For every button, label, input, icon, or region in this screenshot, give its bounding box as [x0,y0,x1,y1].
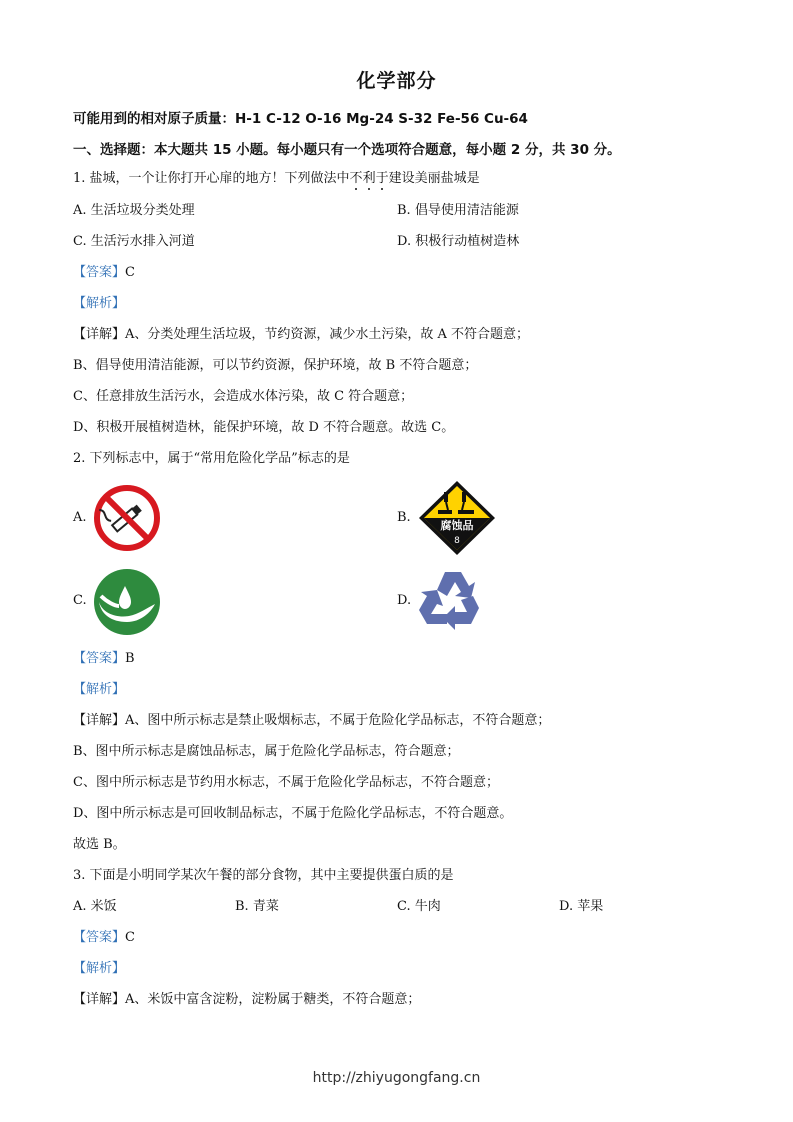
q3-stem: 3. 下面是小明同学某次午餐的部分食物，其中主要提供蛋白质的是 [73,868,454,883]
atomic-mass-line: 可能用到的相对原子质量：H-1 C-12 O-16 Mg-24 S-32 Fe-56 Cu-64 [73,111,528,127]
answer-tag: 【答案】 [73,930,126,945]
detail-tag: 【详解】 [73,327,126,342]
q1-stem [73,170,480,188]
q3-option-b: B. 青菜 [235,899,279,914]
q2-detail-line: 故选 B。 [73,837,126,852]
q1-stem-before: 1. 盐城，一个让你打开心扉的地方！下列做法中 [73,171,350,186]
q3-answer [73,929,135,947]
q1-detail-line: D、积极开展植树造林，能保护环境，故 D 不符合题意。故选 C。 [73,420,455,435]
q3-option-a: A. 米饭 [73,899,117,914]
q2-detail-line: 【详解】A、图中所示标志是禁止吸烟标志，不属于危险化学品标志，不符合题意； [73,713,551,728]
q2-detail-line: D、图中所示标志是可回收制品标志，不属于危险化学品标志，不符合题意。 [73,806,513,821]
page-title: 化学部分 [356,70,437,92]
q1-detail-line: 【详解】A、分类处理生活垃圾，节约资源，减少水土污染，故 A 不符合题意； [73,327,530,342]
q2-option-c-label: C. [73,593,87,608]
q1-detail-line: C、任意排放生活污水，会造成水体污染，故 C 符合题意； [73,389,414,404]
q2-analysis-tag: 【解析】 [73,682,126,697]
q1-detail-line: B、倡导使用清洁能源，可以节约资源，保护环境，故 B 不符合题意； [73,358,478,373]
corrosive-hazard-icon [418,480,496,556]
q2-detail-line: C、图中所示标志是节约用水标志，不属于危险化学品标志，不符合题意； [73,775,499,790]
q2-option-b-label: B. [397,510,411,525]
q2-answer [73,650,135,668]
q2-detail-line: B、图中所示标志是腐蚀品标志，属于危险化学品标志，符合题意； [73,744,460,759]
water-saving-icon [93,568,161,636]
q1-stem-after: 建设美丽盐城是 [388,171,480,186]
section-heading: 一、选择题：本大题共 15 小题。每小题只有一个选项符合题意，每小题 2 分，共 30 分。 [73,142,621,158]
no-smoking-icon [93,484,161,552]
detail-tag: 【详解】 [73,713,126,728]
answer-value: B [125,651,135,666]
corrosive-sign-text: 腐蚀品 [440,519,474,532]
q1-option-c: C. 生活污水排入河道 [73,234,195,249]
q1-option-b: B. 倡导使用清洁能源 [397,203,519,218]
q1-emph-char: 于 [376,171,389,186]
q1-option-d: D. 积极行动植树造林 [397,234,520,249]
q2-option-a-label: A. [73,510,87,525]
answer-value: C [125,930,135,945]
answer-value: C [125,265,135,280]
corrosive-sign-number: 8 [454,536,460,546]
recycle-icon [417,568,489,632]
detail-tag: 【详解】 [73,992,126,1007]
q1-emph-char: 不 [350,171,363,186]
q2-stem: 2. 下列标志中，属于“常用危险化学品”标志的是 [73,451,350,466]
q2-option-d-label: D. [397,593,412,608]
q3-detail-line: 【详解】A、米饭中富含淀粉，淀粉属于糖类，不符合题意； [73,992,421,1007]
footer-url: http://zhiyugongfang.cn [312,1070,481,1086]
q1-answer [73,264,135,282]
q1-option-a: A. 生活垃圾分类处理 [73,203,195,218]
q1-analysis-tag: 【解析】 [73,296,126,311]
q3-option-c: C. 牛肉 [397,899,441,914]
q3-analysis-tag: 【解析】 [73,961,126,976]
answer-tag: 【答案】 [73,651,126,666]
q3-option-d: D. 苹果 [559,899,604,914]
q1-emph-char: 利 [363,171,376,186]
answer-tag: 【答案】 [73,265,126,280]
